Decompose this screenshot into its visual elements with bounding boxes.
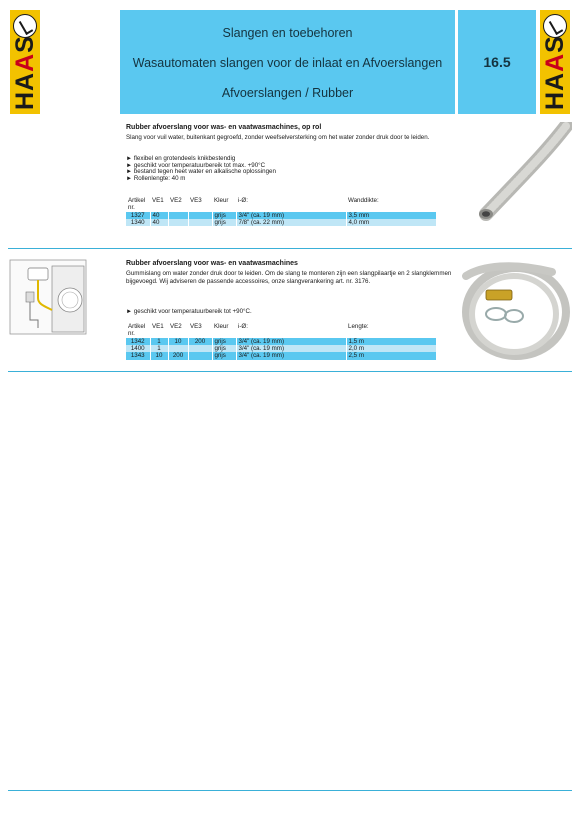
cell-article: 1340 (126, 219, 150, 226)
cell-article: 1343 (126, 352, 150, 359)
col-header: Artikel nr. (128, 197, 146, 211)
table-row (126, 338, 436, 345)
product-features (126, 156, 456, 182)
cell-article: 1400 (126, 345, 150, 352)
hose-roll-image (466, 122, 572, 222)
cell-ve2 (168, 212, 188, 219)
product-title: Rubber afvoerslang voor was- en vaatwasmachines, op rol (126, 124, 322, 131)
footer-divider (8, 790, 572, 791)
col-header: Wanddikte: (348, 197, 379, 204)
title-subcategory: Wasautomaten slangen voor de inlaat en Afvoerslangen (132, 56, 443, 70)
logo-text: HAAS (541, 35, 569, 110)
cell-ve3 (188, 352, 212, 359)
title-box (120, 10, 455, 114)
haas-logo-left (10, 10, 40, 114)
cell-ve2: 10 (168, 338, 188, 345)
cell-color: grijs (212, 212, 236, 219)
table-row (126, 212, 436, 219)
cell-color: grijs (212, 345, 236, 352)
logo-text: HAAS (11, 35, 39, 110)
cell-ve3 (188, 219, 212, 226)
cell-ve1: 40 (150, 212, 168, 219)
feature-item: ► Rollenlengte: 40 m (126, 174, 186, 182)
product-description: Gummislang om water zonder druk door te leiden. Om de slang te monteren zijn een slangpilaartje en 2 slangklemmen bijgevoegd. Wij adviseren de passende accessoires, onze slangverankering art. nr. 3176. (126, 270, 452, 285)
page-header (0, 0, 580, 118)
col-header: i-Ø: (238, 323, 248, 330)
cell-ve2 (168, 219, 188, 226)
col-header: VE1 (152, 197, 164, 204)
product-title: Rubber afvoerslang voor was- en vaatwasmachines (126, 260, 298, 267)
spec-table (126, 324, 437, 360)
cell-ve1: 1 (150, 338, 168, 345)
col-header: Artikel nr. (128, 323, 146, 337)
feature-item: ► bestand tegen heet water en alkalische oplossingen (126, 168, 276, 176)
table-row (126, 345, 436, 352)
feature-item: ► flexibel en grotendeels knikbestendig (126, 155, 236, 162)
spec-table (126, 198, 437, 226)
cell-diameter: 3/4" (ca. 19 mm) (236, 345, 346, 352)
cell-ve1: 10 (150, 352, 168, 359)
col-header: VE3 (190, 197, 202, 204)
table-header-row (126, 198, 436, 212)
cell-length: 2,0 m (346, 345, 436, 352)
cell-ve3 (188, 212, 212, 219)
title-category: Slangen en toebehoren (222, 26, 353, 40)
product-block-1 (0, 118, 580, 250)
section-box (458, 10, 536, 114)
cell-diameter: 3/4" (ca. 19 mm) (236, 338, 346, 345)
feature-item: ► geschikt voor temperatuurbereik tot max. +90°C (126, 161, 266, 169)
cell-diameter: 3/4" (ca. 19 mm) (236, 352, 346, 359)
col-header: VE1 (152, 323, 164, 330)
table-row (126, 352, 436, 359)
section-number: 16.5 (483, 54, 511, 70)
product-block-2 (0, 252, 580, 372)
cell-diameter: 3/4" (ca. 19 mm) (236, 212, 346, 219)
col-header: VE3 (190, 323, 202, 330)
cell-article: 1342 (126, 338, 150, 345)
hose-coil-image (452, 256, 572, 364)
cell-ve1: 1 (150, 345, 168, 352)
section-divider (8, 248, 572, 249)
table-header-row (126, 324, 436, 338)
cell-length: 1,5 m (346, 338, 436, 345)
cell-wall: 4,0 mm (346, 219, 436, 226)
feature-item: ► geschikt voor temperatuurbereik tot +90°C. (126, 308, 252, 315)
col-header: VE2 (170, 197, 182, 204)
cell-ve2 (168, 345, 188, 352)
cell-color: grijs (212, 338, 236, 345)
cell-color: grijs (212, 352, 236, 359)
cell-color: grijs (212, 219, 236, 226)
col-header: VE2 (170, 323, 182, 330)
cell-ve3: 200 (188, 338, 212, 345)
product-description: Slang voor vuil water, buitenkant gegroefd, zonder weefselversterking om het water zonder druk door te leiden. (126, 134, 430, 141)
col-header: Kleur (214, 323, 229, 330)
cell-wall: 3,5 mm (346, 212, 436, 219)
product-features (126, 309, 456, 316)
col-header: Kleur (214, 197, 229, 204)
section-divider (8, 371, 572, 372)
col-header: Lengte: (348, 323, 369, 330)
washing-machine-drawing (8, 258, 88, 336)
col-header: i-Ø: (238, 197, 248, 204)
cell-ve3 (188, 345, 212, 352)
cell-length: 2,5 m (346, 352, 436, 359)
cell-ve1: 40 (150, 219, 168, 226)
table-row (126, 219, 436, 226)
haas-logo-right (540, 10, 570, 114)
cell-article: 1327 (126, 212, 150, 219)
cell-ve2: 200 (168, 352, 188, 359)
cell-diameter: 7/8" (ca. 22 mm) (236, 219, 346, 226)
title-group: Afvoerslangen / Rubber (221, 86, 354, 100)
